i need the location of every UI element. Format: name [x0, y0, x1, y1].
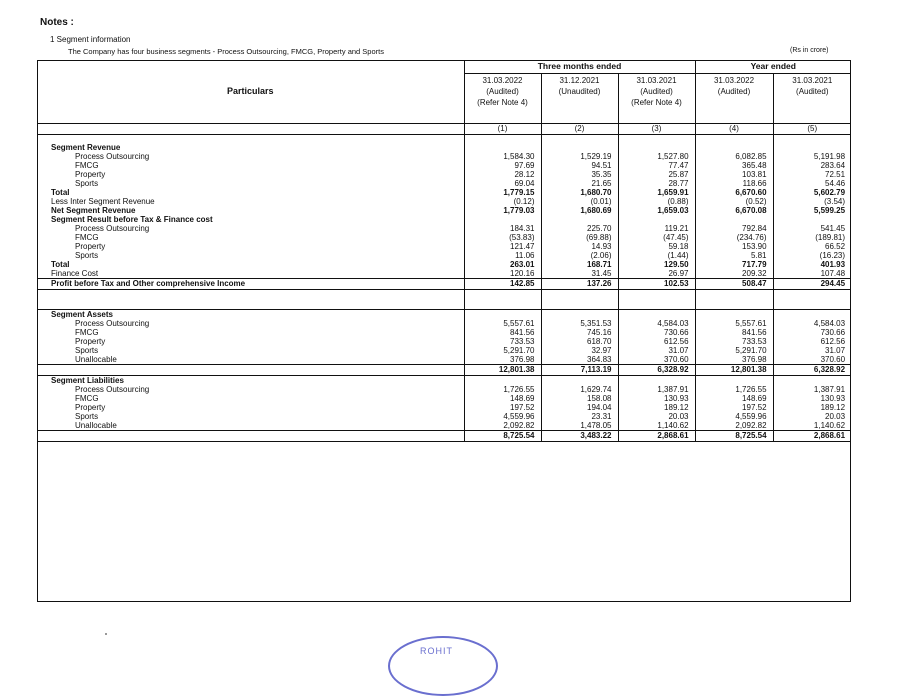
value-cell: 5.81 [695, 251, 773, 260]
value-cell: 119.21 [618, 224, 695, 233]
value-cell: 376.98 [464, 355, 541, 365]
table-row [37, 233, 851, 242]
liabilities-section [37, 375, 851, 441]
value-cell [618, 375, 695, 385]
value-cell: 5,602.79 [773, 188, 851, 197]
row-label: FMCG [75, 160, 99, 170]
value-cell: 4,559.96 [464, 412, 541, 421]
value-cell [773, 215, 851, 224]
value-cell: 130.93 [618, 394, 695, 403]
liabilities-total-row [37, 430, 851, 441]
value-cell: 283.64 [773, 161, 851, 170]
row-label [37, 430, 464, 441]
row-label: Segment Liabilities [51, 375, 124, 385]
value-cell: 6,082.85 [695, 152, 773, 161]
value-cell: 3,483.22 [541, 430, 618, 441]
value-cell: 2,868.61 [773, 430, 851, 441]
value-cell: 158.08 [541, 394, 618, 403]
value-cell: 5,291.70 [695, 346, 773, 355]
value-cell: 168.71 [541, 260, 618, 269]
value-cell: (189.81) [773, 233, 851, 242]
value-cell [464, 375, 541, 385]
value-cell: 184.31 [464, 224, 541, 233]
value-cell [695, 215, 773, 224]
value-cell: (0.12) [464, 197, 541, 206]
value-cell [541, 375, 618, 385]
value-cell: 7,113.19 [541, 364, 618, 375]
value-cell: 20.03 [618, 412, 695, 421]
value-cell: 2,868.61 [618, 430, 695, 441]
value-cell [695, 143, 773, 152]
value-cell: 4,584.03 [773, 319, 851, 328]
value-cell: 6,670.60 [695, 188, 773, 197]
row-label: Segment Assets [51, 309, 113, 319]
table-row [37, 337, 851, 346]
value-cell: (2.06) [541, 251, 618, 260]
value-cell: 1,726.55 [464, 385, 541, 394]
value-cell: 1,779.03 [464, 206, 541, 215]
table-row [37, 206, 851, 215]
value-cell: 12,801.38 [695, 364, 773, 375]
value-cell: 107.48 [773, 269, 851, 279]
value-cell: 103.81 [695, 170, 773, 179]
row-label: Process Outsourcing [75, 318, 150, 328]
value-cell: 28.77 [618, 179, 695, 188]
value-cell: 541.45 [773, 224, 851, 233]
row-label: Total [51, 259, 70, 269]
column-number-row [37, 123, 851, 134]
row-label: Process Outsourcing [75, 384, 150, 394]
value-cell: 365.48 [695, 161, 773, 170]
table-row [37, 269, 851, 279]
value-cell: 370.60 [773, 355, 851, 365]
value-cell: 11.06 [464, 251, 541, 260]
value-cell: 130.93 [773, 394, 851, 403]
value-cell: 730.66 [618, 328, 695, 337]
value-cell: 263.01 [464, 260, 541, 269]
row-label: Finance Cost [51, 268, 99, 278]
row-label: Total [51, 187, 70, 197]
value-cell [541, 215, 618, 224]
value-cell [541, 309, 618, 319]
value-cell [773, 309, 851, 319]
value-cell: 618.70 [541, 337, 618, 346]
value-cell: 1,659.03 [618, 206, 695, 215]
row-label: Sports [75, 411, 99, 421]
value-cell: 121.47 [464, 242, 541, 251]
value-cell [618, 215, 695, 224]
value-cell [464, 309, 541, 319]
value-cell [618, 309, 695, 319]
seal-text: ROHIT [420, 646, 453, 656]
value-cell: 137.26 [541, 278, 618, 289]
value-cell: 1,529.19 [541, 152, 618, 161]
scan-speck [105, 633, 107, 635]
row-label: FMCG [75, 327, 99, 337]
value-cell: 5,557.61 [695, 319, 773, 328]
value-cell: 1,478.05 [541, 421, 618, 431]
table-row [37, 309, 851, 319]
value-cell: 209.32 [695, 269, 773, 279]
value-cell: 612.56 [618, 337, 695, 346]
value-cell [695, 309, 773, 319]
row-label: Unallocable [75, 420, 117, 430]
column-number: (1) [464, 123, 541, 134]
value-cell: 72.51 [773, 170, 851, 179]
value-cell [695, 375, 773, 385]
row-label: FMCG [75, 232, 99, 242]
value-cell: 376.98 [695, 355, 773, 365]
value-cell: 129.50 [618, 260, 695, 269]
value-cell: 1,629.74 [541, 385, 618, 394]
table-row [37, 143, 851, 152]
value-cell: 54.46 [773, 179, 851, 188]
profit-row [37, 278, 851, 289]
table-row [37, 260, 851, 269]
row-label: Property [75, 402, 106, 412]
value-cell: 5,191.98 [773, 152, 851, 161]
value-cell: 1,680.69 [541, 206, 618, 215]
value-cell: 730.66 [773, 328, 851, 337]
value-cell: 32.97 [541, 346, 618, 355]
row-label: Net Segment Revenue [51, 205, 136, 215]
table-row [37, 385, 851, 394]
row-label: Property [75, 336, 106, 346]
value-cell: (53.83) [464, 233, 541, 242]
value-cell: 120.16 [464, 269, 541, 279]
value-cell: (69.88) [541, 233, 618, 242]
row-label: Process Outsourcing [75, 223, 150, 233]
column-header: 31.03.2021 (Audited) (Refer Note 4) [618, 73, 695, 123]
value-cell: 197.52 [464, 403, 541, 412]
three-months-header: Three months ended [464, 60, 695, 73]
value-cell: 102.53 [618, 278, 695, 289]
table-row [37, 346, 851, 355]
year-ended-header: Year ended [695, 60, 851, 73]
value-cell: (0.88) [618, 197, 695, 206]
value-cell: 733.53 [464, 337, 541, 346]
table-row [37, 421, 851, 431]
value-cell: 841.56 [695, 328, 773, 337]
value-cell: (0.01) [541, 197, 618, 206]
value-cell: 5,557.61 [464, 319, 541, 328]
value-cell: 1,527.80 [618, 152, 695, 161]
table-row [37, 152, 851, 161]
column-number: (4) [695, 123, 773, 134]
table-row [37, 224, 851, 233]
value-cell: 66.52 [773, 242, 851, 251]
value-cell [773, 143, 851, 152]
value-cell: (1.44) [618, 251, 695, 260]
row-label: Property [75, 169, 106, 179]
column-number: (5) [773, 123, 851, 134]
table-row [37, 328, 851, 337]
table-row [37, 412, 851, 421]
revenue-section [37, 134, 851, 278]
value-cell: 4,584.03 [618, 319, 695, 328]
spacer-row [37, 289, 851, 309]
value-cell [618, 143, 695, 152]
value-cell: 8,725.54 [464, 430, 541, 441]
table-row [37, 375, 851, 385]
value-cell: 717.79 [695, 260, 773, 269]
value-cell: (0.52) [695, 197, 773, 206]
value-cell: 6,328.92 [773, 364, 851, 375]
notes-title: Notes : [40, 17, 74, 28]
value-cell: 194.04 [541, 403, 618, 412]
segment-table [37, 60, 851, 442]
value-cell: 792.84 [695, 224, 773, 233]
row-label: Less Inter Segment Revenue [51, 196, 155, 206]
value-cell: 26.97 [618, 269, 695, 279]
value-cell: 294.45 [773, 278, 851, 289]
value-cell: 14.93 [541, 242, 618, 251]
value-cell: 612.56 [773, 337, 851, 346]
value-cell: 153.90 [695, 242, 773, 251]
value-cell: 841.56 [464, 328, 541, 337]
row-label: Property [75, 241, 106, 251]
profit-section [37, 278, 851, 309]
value-cell: 77.47 [618, 161, 695, 170]
value-cell: 6,670.08 [695, 206, 773, 215]
assets-section [37, 309, 851, 375]
value-cell: 733.53 [695, 337, 773, 346]
value-cell [773, 375, 851, 385]
value-cell: (234.76) [695, 233, 773, 242]
table-row [37, 170, 851, 179]
value-cell: 364.83 [541, 355, 618, 365]
value-cell: 1,779.15 [464, 188, 541, 197]
value-cell: 94.51 [541, 161, 618, 170]
value-cell: 23.31 [541, 412, 618, 421]
value-cell: 5,291.70 [464, 346, 541, 355]
value-cell: 189.12 [773, 403, 851, 412]
value-cell: 31.45 [541, 269, 618, 279]
unit-label: (Rs in crore) [790, 47, 829, 54]
row-label: Unallocable [75, 354, 117, 364]
column-header: 31.03.2021 (Audited) [773, 73, 851, 123]
table-row [37, 242, 851, 251]
row-label: Sports [75, 345, 99, 355]
value-cell: 142.85 [464, 278, 541, 289]
value-cell: 12,801.38 [464, 364, 541, 375]
table-row [37, 394, 851, 403]
value-cell: 745.16 [541, 328, 618, 337]
table-row [37, 403, 851, 412]
value-cell: (16.23) [773, 251, 851, 260]
value-cell: 25.87 [618, 170, 695, 179]
table-row [37, 188, 851, 197]
spacer-row [37, 134, 851, 143]
value-cell: 31.07 [773, 346, 851, 355]
row-label: FMCG [75, 393, 99, 403]
row-label: Profit before Tax and Other comprehensive Income [37, 278, 464, 289]
row-label [37, 364, 464, 375]
column-header: 31.03.2022 (Audited) [695, 73, 773, 123]
value-cell: 189.12 [618, 403, 695, 412]
row-label: Sports [75, 178, 99, 188]
value-cell: 1,140.62 [618, 421, 695, 431]
value-cell: 197.52 [695, 403, 773, 412]
value-cell: 5,351.53 [541, 319, 618, 328]
table-row [37, 251, 851, 260]
value-cell: 97.69 [464, 161, 541, 170]
column-header: 31.12.2021 (Unaudited) [541, 73, 618, 123]
value-cell: 1,659.91 [618, 188, 695, 197]
value-cell: 118.66 [695, 179, 773, 188]
particulars-header: Particulars [37, 60, 464, 123]
value-cell: 1,140.62 [773, 421, 851, 431]
value-cell: (3.54) [773, 197, 851, 206]
value-cell: 69.04 [464, 179, 541, 188]
value-cell: 5,599.25 [773, 206, 851, 215]
value-cell: 2,092.82 [695, 421, 773, 431]
value-cell: (47.45) [618, 233, 695, 242]
value-cell: 59.18 [618, 242, 695, 251]
value-cell: 1,387.91 [773, 385, 851, 394]
assets-total-row [37, 364, 851, 375]
value-cell: 401.93 [773, 260, 851, 269]
segment-info-heading: 1 Segment information [50, 35, 131, 44]
table-row [37, 179, 851, 188]
value-cell: 21.65 [541, 179, 618, 188]
value-cell [541, 143, 618, 152]
row-label: Process Outsourcing [75, 151, 150, 161]
segment-description: The Company has four business segments - Process Outsourcing, FMCG, Property and Sports [68, 47, 384, 56]
value-cell: 31.07 [618, 346, 695, 355]
value-cell: 2,092.82 [464, 421, 541, 431]
column-header: 31.03.2022 (Audited) (Refer Note 4) [464, 73, 541, 123]
row-label: Segment Result before Tax & Finance cost [51, 214, 213, 224]
value-cell: 148.69 [695, 394, 773, 403]
value-cell: 508.47 [695, 278, 773, 289]
value-cell: 1,680.70 [541, 188, 618, 197]
value-cell [464, 215, 541, 224]
value-cell: 28.12 [464, 170, 541, 179]
value-cell: 8,725.54 [695, 430, 773, 441]
row-label: Segment Revenue [51, 142, 121, 152]
value-cell [464, 143, 541, 152]
table-row [37, 355, 851, 365]
row-label: Sports [75, 250, 99, 260]
value-cell: 225.70 [541, 224, 618, 233]
table-row [37, 319, 851, 328]
value-cell: 1,726.55 [695, 385, 773, 394]
value-cell: 4,559.96 [695, 412, 773, 421]
column-number: (2) [541, 123, 618, 134]
value-cell: 20.03 [773, 412, 851, 421]
table-row [37, 215, 851, 224]
column-number: (3) [618, 123, 695, 134]
value-cell: 6,328.92 [618, 364, 695, 375]
value-cell: 1,387.91 [618, 385, 695, 394]
value-cell: 1,584.30 [464, 152, 541, 161]
table-row [37, 197, 851, 206]
table-row [37, 161, 851, 170]
value-cell: 148.69 [464, 394, 541, 403]
company-seal [388, 636, 498, 696]
value-cell: 35.35 [541, 170, 618, 179]
value-cell: 370.60 [618, 355, 695, 365]
